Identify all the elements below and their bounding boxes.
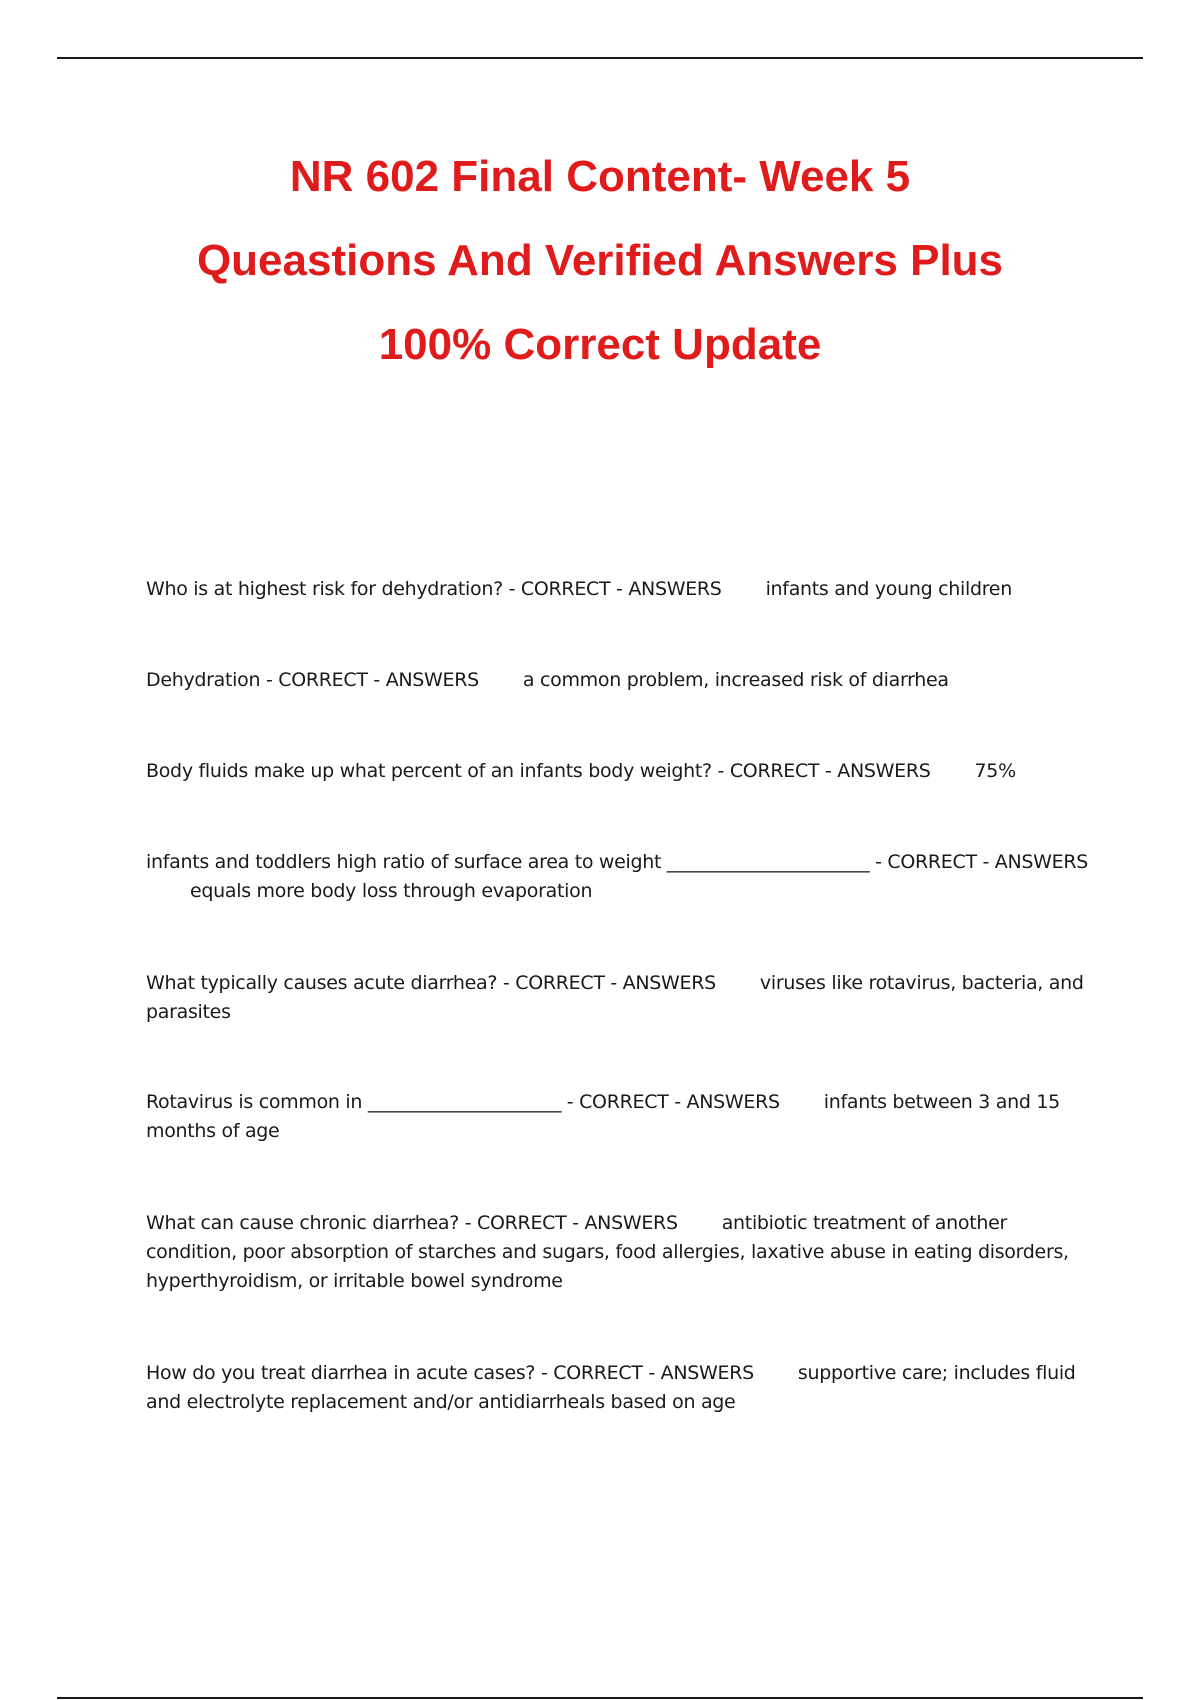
qa-answer: equals more body loss through evaporation [190,880,593,902]
qa-question: What typically causes acute diarrhea? - CORRECT - ANSWERS [146,972,716,994]
qa-item [146,575,1096,604]
top-rule [57,57,1143,59]
qa-question: infants and toddlers high ratio of surface area to weight ______________________ - CORRECT - ANSWERS [146,851,1089,873]
qa-question: What can cause chronic diarrhea? - CORRECT - ANSWERS [146,1212,678,1234]
bottom-rule [57,1697,1143,1699]
qa-item [146,1088,1096,1146]
qa-question: Dehydration - CORRECT - ANSWERS [146,669,479,691]
qa-item [146,969,1096,1027]
qa-question: Body fluids make up what percent of an infants body weight? - CORRECT - ANSWERS [146,760,931,782]
title-line-1: NR 602 Final Content- Week 5 [289,152,911,201]
qa-question: How do you treat diarrhea in acute cases? - CORRECT - ANSWERS [146,1362,754,1384]
qa-answer: 75% [974,760,1016,782]
qa-question: Rotavirus is common in _____________________ - CORRECT - ANSWERS [146,1091,780,1113]
qa-item [146,757,1096,786]
qa-answer: supportive care; includes fluid and electrolyte replacement and/or antidiarrheals based on age [146,1362,1076,1413]
title-line-3: 100% Correct Update [378,320,822,369]
qa-answer: a common problem, increased risk of diarrhea [522,669,949,691]
qa-answer: infants and young children [765,578,1012,600]
title-line-2: Queastions And Verified Answers Plus [196,236,1004,285]
qa-question: Who is at highest risk for dehydration? - CORRECT - ANSWERS [146,578,722,600]
qa-item [146,848,1096,906]
qa-answer: viruses like rotavirus, bacteria, and parasites [146,972,1084,1023]
qa-answer: infants between 3 and 15 months of age [146,1091,1060,1142]
qa-item [146,1209,1096,1296]
qa-item [146,666,1096,695]
qa-item [146,1359,1096,1417]
qa-answer: antibiotic treatment of another condition, poor absorption of starches and sugars, food allergies, laxative abuse in eating disorders, hyperthyroidism, or irritable bowel syndrome [146,1212,1069,1292]
document-title [100,135,1100,387]
